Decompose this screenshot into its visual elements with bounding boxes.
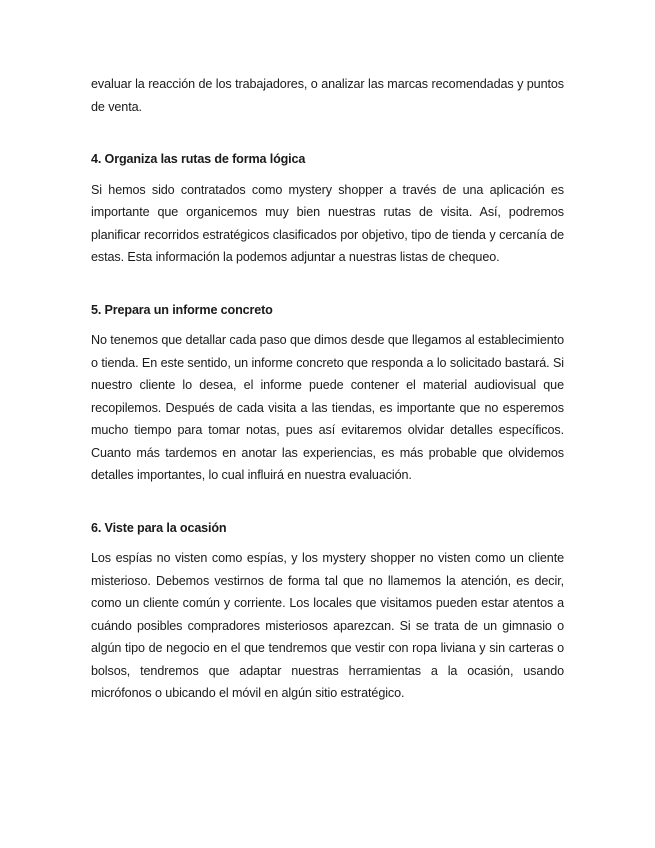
section-body-viste-ocasion: Los espías no visten como espías, y los mystery shopper no visten como un cliente misterioso. Debemos vestirnos de forma tal que no llamemos la atención, es decir, como un cliente común y corriente. Los locales que visitamos pueden estar atentos a cuándo posibles compradores misteriosos aparezcan. Si se trata de un gimnasio o algún tipo de negocio en el que tendremos que vestir con ropa liviana y sin carteras o bolsos, tendremos que adaptar nuestras herramientas a la ocasión, usando micrófonos o ubicando el móvil en algún sitio estratégico. [91, 551, 564, 700]
section-body-informe-concreto: No tenemos que detallar cada paso que dimos desde que llegamos al establecimiento o tienda. En este sentido, un informe concreto que responda a lo solicitado bastará. Si nuestro cliente lo desea, el informe puede contener el material audiovisual que recopilemos. Después de cada visita a las tiendas, es importante que no esperemos mucho tiempo para tomar notas, pues así evitaremos olvidar detalles específicos. Cuanto más tardemos en anotar las experiencias, es más probable que olvidemos detalles importantes, lo cual influirá en nuestra evaluación. [91, 333, 564, 482]
section-heading-informe-concreto: 5. Prepara un informe concreto [91, 302, 273, 317]
document-content [91, 73, 564, 705]
section-heading-viste-ocasion: 6. Viste para la ocasión [91, 520, 227, 535]
intro-paragraph: evaluar la reacción de los trabajadores, o analizar las marcas recomendadas y puntos de venta. [91, 77, 564, 114]
section-heading-organiza-rutas: 4. Organiza las rutas de forma lógica [91, 152, 306, 166]
section-body-organiza-rutas: Si hemos sido contratados como mystery shopper a través de una aplicación es importante que organicemos muy bien nuestras rutas de visita. Así, podremos planificar recorridos estratégicos clasificados por objetivo, tipo de tienda y cercanía de estas. Esta información la podemos adjuntar a nuestras listas de chequeo. [91, 182, 564, 264]
